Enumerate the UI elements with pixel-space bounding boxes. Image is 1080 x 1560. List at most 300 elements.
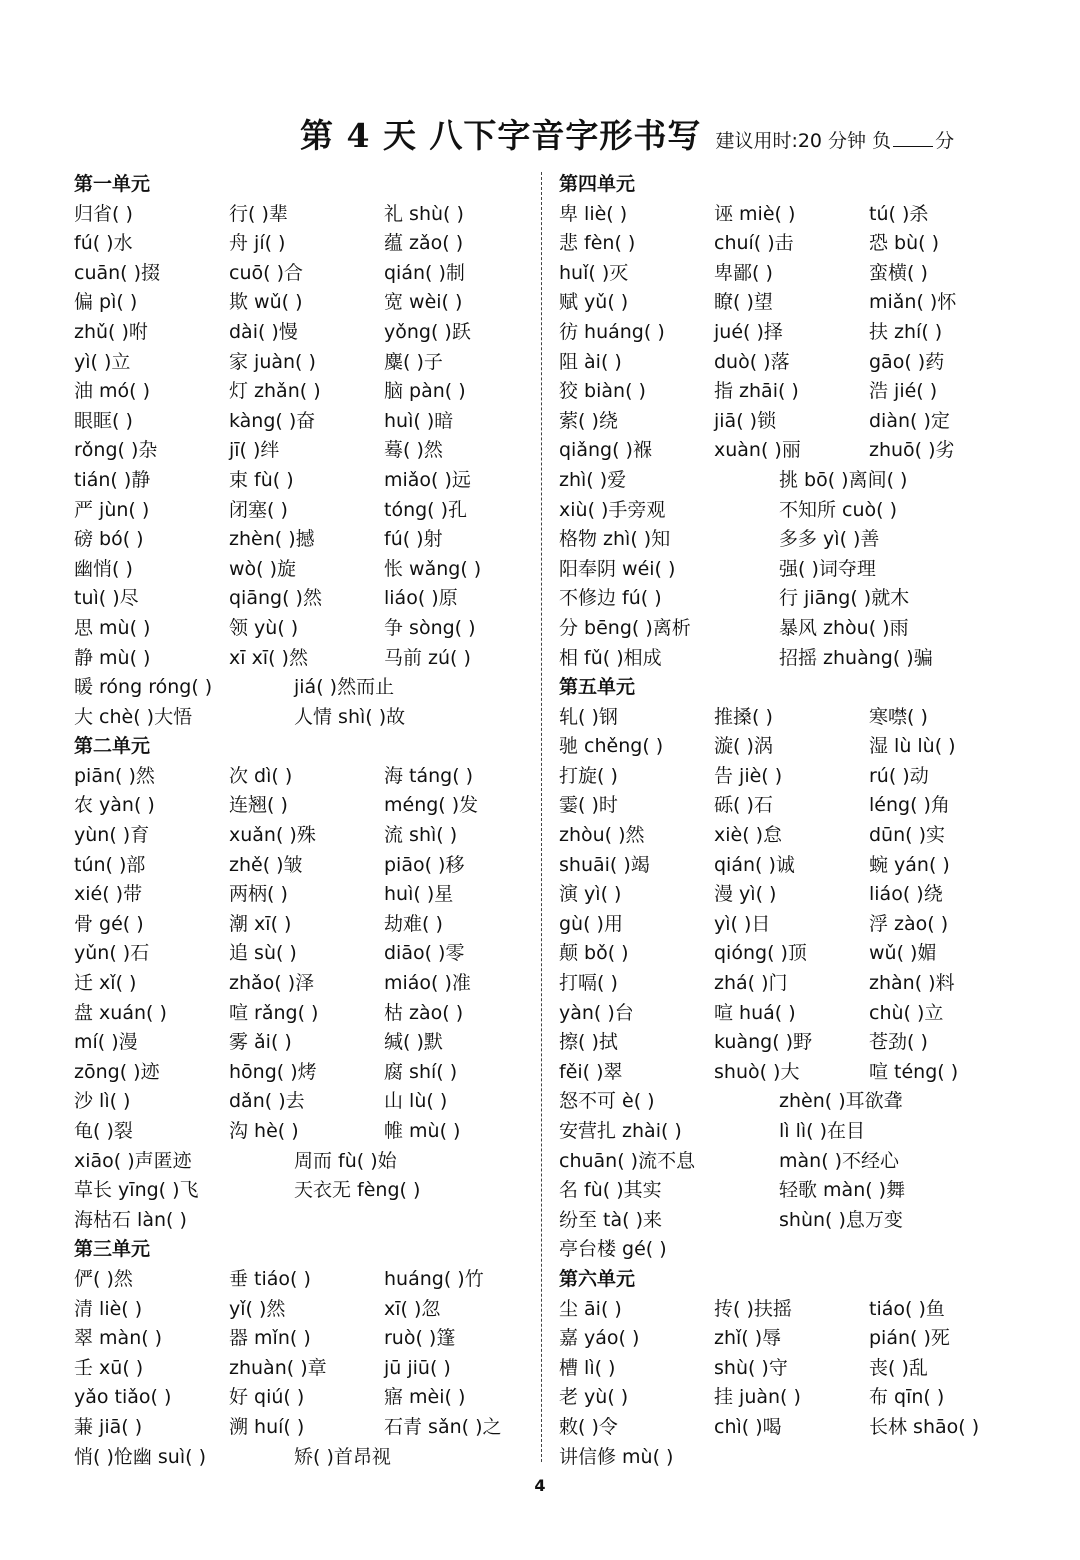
exercise-row <box>559 1206 1029 1236</box>
exercise-item: xié( )带 <box>74 883 143 906</box>
exercise-row <box>74 1413 529 1443</box>
exercise-item: chì( )喝 <box>714 1415 782 1438</box>
exercise-item: 幽悄( ) <box>74 557 133 580</box>
exercise-row <box>74 466 529 496</box>
exercise-row <box>74 791 529 821</box>
page-number: 4 <box>534 1476 546 1495</box>
exercise-item: rú( )动 <box>869 764 929 787</box>
exercise-item: zhǔ( )咐 <box>74 320 148 343</box>
exercise-item: duò( )落 <box>714 350 790 373</box>
exercise-item: 指 zhāi( ) <box>714 380 799 403</box>
exercise-item: 怅 wǎng( ) <box>384 557 482 580</box>
exercise-row <box>559 732 1029 762</box>
exercise-item: xiāo( )声匿迹 <box>74 1149 192 1172</box>
exercise-item: yǐ( )然 <box>229 1297 286 1320</box>
exercise-row <box>559 644 1029 674</box>
exercise-row <box>74 259 529 289</box>
exercise-item: wǔ( )媚 <box>869 942 937 965</box>
exercise-row <box>559 1295 1029 1325</box>
exercise-item: 诬 miè( ) <box>714 202 796 225</box>
exercise-item: 偏 pì( ) <box>74 291 138 314</box>
exercise-item: màn( )不经心 <box>779 1149 900 1172</box>
exercise-row <box>559 939 1029 969</box>
exercise-item: fú( )射 <box>384 528 443 551</box>
exercise-item: 相 fǔ( )相成 <box>559 646 662 669</box>
exercise-row <box>559 1147 1029 1177</box>
exercise-item: 垂 tiáo( ) <box>229 1267 311 1290</box>
exercise-row <box>74 999 529 1029</box>
unit-title: 第三单元 <box>74 1238 151 1261</box>
exercise-item: yì( )日 <box>714 912 771 935</box>
exercise-item: qiāng( )然 <box>229 587 322 610</box>
exercise-item: huáng( )竹 <box>384 1267 484 1290</box>
exercise-item: 槽 lì( ) <box>559 1356 616 1379</box>
exercise-row <box>559 496 1029 526</box>
exercise-item: yǒng( )跃 <box>384 320 471 343</box>
exercise-item: 海 táng( ) <box>384 764 474 787</box>
exercise-item: 不修边 fú( ) <box>559 587 662 610</box>
exercise-item: 打旋( ) <box>559 764 618 787</box>
exercise-item: diāo( )零 <box>384 942 465 965</box>
exercise-item: 家 juàn( ) <box>229 350 316 373</box>
exercise-row <box>74 525 529 555</box>
exercise-item: lì lì( )在目 <box>779 1120 866 1142</box>
exercise-item: 喧 rǎng( ) <box>229 1001 319 1024</box>
exercise-row <box>74 851 529 881</box>
exercise-item: huì( )暗 <box>384 409 454 432</box>
exercise-item: léng( )角 <box>869 794 950 817</box>
exercise-row <box>559 703 1029 733</box>
exercise-item: 蓦( )然 <box>384 439 443 462</box>
exercise-item: méng( )发 <box>384 794 479 817</box>
exercise-row <box>74 880 529 910</box>
exercise-item: 连翘( ) <box>229 794 288 817</box>
exercise-row <box>74 644 529 674</box>
exercise-item: 潮 xī( ) <box>229 912 292 935</box>
exercise-item: 抟( )扶摇 <box>714 1297 792 1320</box>
exercise-item: xuǎn( )殊 <box>229 824 316 847</box>
exercise-row <box>74 614 529 644</box>
exercise-item: qián( )诚 <box>714 853 795 876</box>
exercise-item: fěi( )翠 <box>559 1060 623 1083</box>
exercise-item: 油 mó( ) <box>74 380 151 403</box>
exercise-item: 灯 zhǎn( ) <box>229 380 321 403</box>
exercise-item: 安营扎 zhài( ) <box>559 1120 682 1142</box>
exercise-item: yǔn( )石 <box>74 942 150 965</box>
exercise-row <box>74 1028 529 1058</box>
exercise-item: 挑 bō( )离间( ) <box>779 468 908 491</box>
exercise-row <box>74 821 529 851</box>
exercise-item: 布 qīn( ) <box>869 1386 945 1409</box>
exercise-item: 阳奉阴 wéi( ) <box>559 557 676 580</box>
exercise-item: tiáo( )鱼 <box>869 1297 945 1320</box>
exercise-item: 器 mǐn( ) <box>229 1327 311 1350</box>
exercise-item: shùn( )息万变 <box>779 1208 903 1231</box>
exercise-row <box>559 318 1029 348</box>
exercise-item: chù( )立 <box>869 1001 944 1024</box>
exercise-item: 漫 yì( ) <box>714 883 777 906</box>
exercise-item: zhǐ( )辱 <box>714 1327 782 1350</box>
exercise-row <box>559 614 1029 644</box>
exercise-item: miǎn( )怀 <box>869 291 957 314</box>
exercise-item: 骨 gé( ) <box>74 912 144 935</box>
page-header <box>300 110 1020 160</box>
exercise-item: xiù( )手旁观 <box>559 498 666 521</box>
unit-title: 第五单元 <box>559 676 636 699</box>
exercise-item: 暖 róng róng( ) <box>74 676 213 699</box>
exercise-item: chuān( )流不息 <box>559 1149 696 1172</box>
exercise-item: zhèn( )耳欲聋 <box>779 1090 903 1113</box>
exercise-item: 寤 mèi( ) <box>384 1386 466 1409</box>
exercise-item: yùn( )育 <box>74 824 150 847</box>
exercise-row <box>74 318 529 348</box>
exercise-row <box>559 1028 1029 1058</box>
exercise-item: dǎn( )去 <box>229 1090 305 1113</box>
unit-title: 第一单元 <box>74 173 151 195</box>
exercise-item: 礼 shù( ) <box>384 202 464 225</box>
exercise-item: dài( )慢 <box>229 320 298 343</box>
exercise-row <box>559 880 1029 910</box>
exercise-item: jū jiū( ) <box>384 1356 451 1379</box>
exercise-item: tú( )杀 <box>869 202 929 225</box>
exercise-row <box>559 791 1029 821</box>
exercise-row <box>74 1147 529 1177</box>
exercise-item: 纷至 tà( )来 <box>559 1208 662 1231</box>
exercise-item: 劫难( ) <box>384 912 443 935</box>
exercise-item: 怒不可 è( ) <box>559 1090 655 1113</box>
exercise-item: 尘 āi( ) <box>559 1297 622 1320</box>
exercise-item: 蛮横( ) <box>869 261 928 284</box>
page-subtitle <box>715 130 954 152</box>
exercise-item: chuí( )击 <box>714 232 794 255</box>
exercise-item: wò( )旋 <box>229 557 297 580</box>
exercise-row <box>559 288 1029 318</box>
exercise-item: 束 fù( ) <box>229 468 294 491</box>
exercise-item: 喧 huá( ) <box>714 1001 796 1024</box>
exercise-item: liáo( )原 <box>384 587 458 610</box>
exercise-item: 不知所 cuò( ) <box>779 498 898 521</box>
exercise-item: 行 jiāng( )就木 <box>779 587 910 610</box>
exercise-row <box>559 407 1029 437</box>
exercise-item: qián( )制 <box>384 261 465 284</box>
exercise-item: 欺 wǔ( ) <box>229 291 303 314</box>
exercise-item: 彷 huáng( ) <box>559 320 665 343</box>
exercise-row <box>74 1117 529 1147</box>
exercise-item: 浮 zào( ) <box>869 912 949 935</box>
exercise-item: 蜿 yán( ) <box>869 853 950 876</box>
exercise-item: 长林 shāo( ) <box>869 1415 980 1438</box>
exercise-item: 壬 xū( ) <box>74 1356 144 1379</box>
exercise-row <box>559 1324 1029 1354</box>
exercise-row <box>559 348 1029 378</box>
exercise-row <box>74 1176 529 1206</box>
exercise-item: xī xī( )然 <box>229 646 308 669</box>
exercise-item: zōng( )迹 <box>74 1060 160 1083</box>
exercise-item: gāo( )药 <box>869 350 945 373</box>
exercise-item: 缄( )默 <box>384 1031 443 1054</box>
exercise-item: 迁 xǐ( ) <box>74 972 137 995</box>
exercise-row <box>74 407 529 437</box>
exercise-item: 两柄( ) <box>229 883 288 906</box>
exercise-item: 溯 huí( ) <box>229 1415 305 1438</box>
exercise-row <box>74 1354 529 1384</box>
exercise-item: yǎo tiǎo( ) <box>74 1386 172 1409</box>
exercise-item: 喧 téng( ) <box>869 1060 959 1083</box>
exercise-item: 思 mù( ) <box>74 616 151 639</box>
exercise-item: 闭塞( ) <box>229 498 288 521</box>
exercise-item: 眼眶( ) <box>74 409 133 432</box>
exercise-item: 翠 màn( ) <box>74 1327 163 1350</box>
left-column <box>74 170 529 1472</box>
exercise-item: 沟 hè( ) <box>229 1120 299 1142</box>
exercise-item: miǎo( )远 <box>384 468 471 491</box>
exercise-item: zhě( )皱 <box>229 853 303 876</box>
exercise-item: zhuō( )劣 <box>869 439 955 462</box>
exercise-item: mí( )漫 <box>74 1031 138 1054</box>
exercise-item: 好 qiú( ) <box>229 1386 305 1409</box>
exercise-item: miáo( )准 <box>384 972 471 995</box>
exercise-item: qióng( )顶 <box>714 942 807 965</box>
exercise-item: 蕴 zǎo( ) <box>384 232 464 255</box>
exercise-item: 卑 liè( ) <box>559 202 628 225</box>
exercise-row <box>74 1087 529 1117</box>
exercise-row <box>559 229 1029 259</box>
exercise-item: 磅 bó( ) <box>74 528 144 551</box>
exercise-row <box>74 584 529 614</box>
exercise-row <box>559 1443 1029 1473</box>
exercise-row <box>559 1383 1029 1413</box>
exercise-item: tóng( )孔 <box>384 498 468 521</box>
exercise-item: kàng( )奋 <box>229 409 316 432</box>
exercise-row <box>559 259 1029 289</box>
exercise-item: 行( )辈 <box>229 202 288 225</box>
exercise-item: 雾 ǎi( ) <box>229 1031 292 1054</box>
exercise-item: jué( )择 <box>714 320 783 343</box>
exercise-row <box>559 762 1029 792</box>
exercise-item: 漩( )涡 <box>714 735 773 758</box>
exercise-item: 山 lù( ) <box>384 1090 448 1113</box>
exercise-item: 俨( )然 <box>74 1267 133 1290</box>
exercise-item: 湿 lù lù( ) <box>869 735 956 758</box>
exercise-item: 帷 mù( ) <box>384 1120 461 1142</box>
exercise-row <box>74 496 529 526</box>
exercise-item: 大 chè( )大悟 <box>74 705 193 728</box>
exercise-item: 矫( )首昂视 <box>294 1445 391 1468</box>
exercise-row <box>74 703 529 733</box>
exercise-item: 擦( )拭 <box>559 1031 618 1054</box>
exercise-item: 敕( )令 <box>559 1415 618 1438</box>
exercise-item: 告 jiè( ) <box>714 764 783 787</box>
exercise-row <box>559 1117 1029 1147</box>
exercise-row <box>559 1235 1029 1265</box>
exercise-item: 脑 pàn( ) <box>384 380 466 403</box>
exercise-row <box>559 555 1029 585</box>
exercise-item: jiá( )然而止 <box>294 676 395 699</box>
exercise-row <box>74 1324 529 1354</box>
exercise-item: jī( )绊 <box>229 439 280 462</box>
score-blank <box>893 145 933 147</box>
exercise-item: 周而 fù( )始 <box>294 1149 397 1172</box>
exercise-item: hōng( )烤 <box>229 1060 317 1083</box>
exercise-item: 格物 zhì( )知 <box>559 528 671 551</box>
exercise-item: 海枯石 làn( ) <box>74 1208 187 1231</box>
exercise-row <box>74 348 529 378</box>
exercise-row <box>559 910 1029 940</box>
score-unit: 分 <box>935 130 955 152</box>
exercise-item: 人情 shì( )故 <box>294 705 406 728</box>
exercise-row <box>559 200 1029 230</box>
exercise-row <box>559 1354 1029 1384</box>
exercise-item: 龟( )裂 <box>74 1120 133 1142</box>
exercise-item: 恐 bù( ) <box>869 232 940 255</box>
exercise-item: diàn( )定 <box>869 409 950 432</box>
exercise-item: xī( )忽 <box>384 1297 441 1320</box>
exercise-item: tián( )静 <box>74 468 151 491</box>
exercise-row <box>74 1058 529 1088</box>
exercise-item: piān( )然 <box>74 764 155 787</box>
exercise-row <box>74 555 529 585</box>
exercise-row <box>559 999 1029 1029</box>
exercise-item: 腐 shí( ) <box>384 1060 458 1083</box>
exercise-item: 悄( )怆幽 suì( ) <box>74 1445 206 1468</box>
exercise-item: 颠 bǒ( ) <box>559 942 629 965</box>
exercise-item: xuàn( )丽 <box>714 439 801 462</box>
exercise-item: ruò( )篷 <box>384 1327 456 1350</box>
exercise-item: 轻歌 màn( )舞 <box>779 1179 906 1202</box>
exercise-item: shù( )守 <box>714 1356 788 1379</box>
exercise-item: 分 bēng( )离析 <box>559 616 691 639</box>
exercise-item: 沙 lì( ) <box>74 1090 131 1113</box>
exercise-item: 丧( )乱 <box>869 1356 928 1379</box>
exercise-row <box>74 673 529 703</box>
exercise-item: shuò( )大 <box>714 1060 800 1083</box>
exercise-item: 狡 biàn( ) <box>559 380 646 403</box>
exercise-item: 清 liè( ) <box>74 1297 143 1320</box>
exercise-item: 扶 zhí( ) <box>869 320 943 343</box>
exercise-item: 次 dì( ) <box>229 764 293 787</box>
column-divider <box>541 172 542 1462</box>
exercise-item: 暴风 zhòu( )雨 <box>779 616 909 639</box>
exercise-item: huǐ( )灭 <box>559 261 629 284</box>
exercise-item: 流 shì( ) <box>384 824 458 847</box>
exercise-item: 推搡( ) <box>714 705 773 728</box>
exercise-item: 马前 zú( ) <box>384 646 471 669</box>
right-column <box>559 170 1029 1472</box>
exercise-row <box>74 377 529 407</box>
exercise-item: jiā( )锁 <box>714 409 777 432</box>
suggested-time-text: 建议用时:20 分钟 负 <box>715 130 892 152</box>
exercise-item: 归省( ) <box>74 202 133 225</box>
exercise-item: 老 yù( ) <box>559 1386 629 1409</box>
exercise-row <box>559 851 1029 881</box>
exercise-item: qiǎng( )褓 <box>559 439 652 462</box>
exercise-row <box>74 1265 529 1295</box>
exercise-item: 瞭( )望 <box>714 291 773 314</box>
exercise-row <box>74 939 529 969</box>
exercise-row <box>74 969 529 999</box>
exercise-item: 名 fù( )其实 <box>559 1179 662 1202</box>
exercise-item: 农 yàn( ) <box>74 794 155 817</box>
exercise-row <box>559 1176 1029 1206</box>
exercise-row <box>74 1206 529 1236</box>
exercise-row <box>74 1383 529 1413</box>
exercise-item: zhuàn( )章 <box>229 1356 327 1379</box>
exercise-item: tún( )部 <box>74 853 146 876</box>
exercise-item: 卑鄙( ) <box>714 261 773 284</box>
exercise-item: 枯 zào( ) <box>384 1001 464 1024</box>
exercise-item: 多多 yì( )善 <box>779 528 880 551</box>
exercise-item: 强( )词夺理 <box>779 557 876 580</box>
exercise-item: tuì( )尽 <box>74 587 139 610</box>
exercise-item: 演 yì( ) <box>559 883 622 906</box>
exercise-item: yàn( )台 <box>559 1001 634 1024</box>
exercise-item: 追 sù( ) <box>229 942 297 965</box>
exercise-item: zhàn( )料 <box>869 972 955 995</box>
exercise-row <box>74 229 529 259</box>
exercise-row <box>559 1058 1029 1088</box>
exercise-row <box>559 1413 1029 1443</box>
exercise-item: zhòu( )然 <box>559 824 645 847</box>
exercise-row <box>74 1443 529 1473</box>
page-title: 第 4 天 八下字音字形书写 <box>300 116 702 155</box>
exercise-item: zhèn( )撼 <box>229 528 315 551</box>
exercise-item: zhì( )爱 <box>559 468 627 491</box>
exercise-item: pián( )死 <box>869 1327 950 1350</box>
exercise-row <box>74 436 529 466</box>
exercise-item: 蒹 jiā( ) <box>74 1415 143 1438</box>
exercise-item: liáo( )绕 <box>869 883 943 906</box>
exercise-row <box>559 1087 1029 1117</box>
exercise-row <box>559 969 1029 999</box>
exercise-item: 挂 juàn( ) <box>714 1386 801 1409</box>
exercise-item: 嘉 yáo( ) <box>559 1327 640 1350</box>
exercise-row <box>74 200 529 230</box>
exercise-item: kuàng( )野 <box>714 1031 813 1054</box>
exercise-item: 赋 yǔ( ) <box>559 291 629 314</box>
exercise-item: piāo( )移 <box>384 853 465 876</box>
exercise-item: 轧( )钢 <box>559 705 618 728</box>
exercise-item: fú( )水 <box>74 232 133 255</box>
exercise-row <box>559 584 1029 614</box>
exercise-row <box>74 288 529 318</box>
exercise-item: dūn( )实 <box>869 824 946 847</box>
exercise-item: 宽 wèi( ) <box>384 291 463 314</box>
unit-title: 第六单元 <box>559 1267 636 1290</box>
exercise-item: huì( )星 <box>384 883 454 906</box>
exercise-item: zhá( )门 <box>714 972 788 995</box>
exercise-item: xiè( )怠 <box>714 824 783 847</box>
exercise-item: 争 sòng( ) <box>384 616 476 639</box>
exercise-item: 讲信修 mù( ) <box>559 1445 674 1468</box>
exercise-item: 砾( )石 <box>714 794 773 817</box>
exercise-item: 领 yù( ) <box>229 616 299 639</box>
exercise-item: 霎( )时 <box>559 794 618 817</box>
exercise-row <box>559 377 1029 407</box>
exercise-item: 招摇 zhuàng( )骗 <box>779 646 933 669</box>
unit-title: 第二单元 <box>74 735 151 758</box>
exercise-row <box>74 910 529 940</box>
exercise-row <box>74 1295 529 1325</box>
exercise-item: gù( )用 <box>559 912 623 935</box>
exercise-item: 悲 fèn( ) <box>559 232 636 255</box>
exercise-item: 浩 jié( ) <box>869 380 938 403</box>
exercise-item: zhǎo( )泽 <box>229 972 315 995</box>
exercise-item: 严 jùn( ) <box>74 498 150 521</box>
exercise-item: rǒng( )杂 <box>74 439 158 462</box>
exercise-item: 驰 chěng( ) <box>559 735 664 758</box>
exercise-row <box>559 821 1029 851</box>
exercise-item: cuō( )合 <box>229 261 303 284</box>
